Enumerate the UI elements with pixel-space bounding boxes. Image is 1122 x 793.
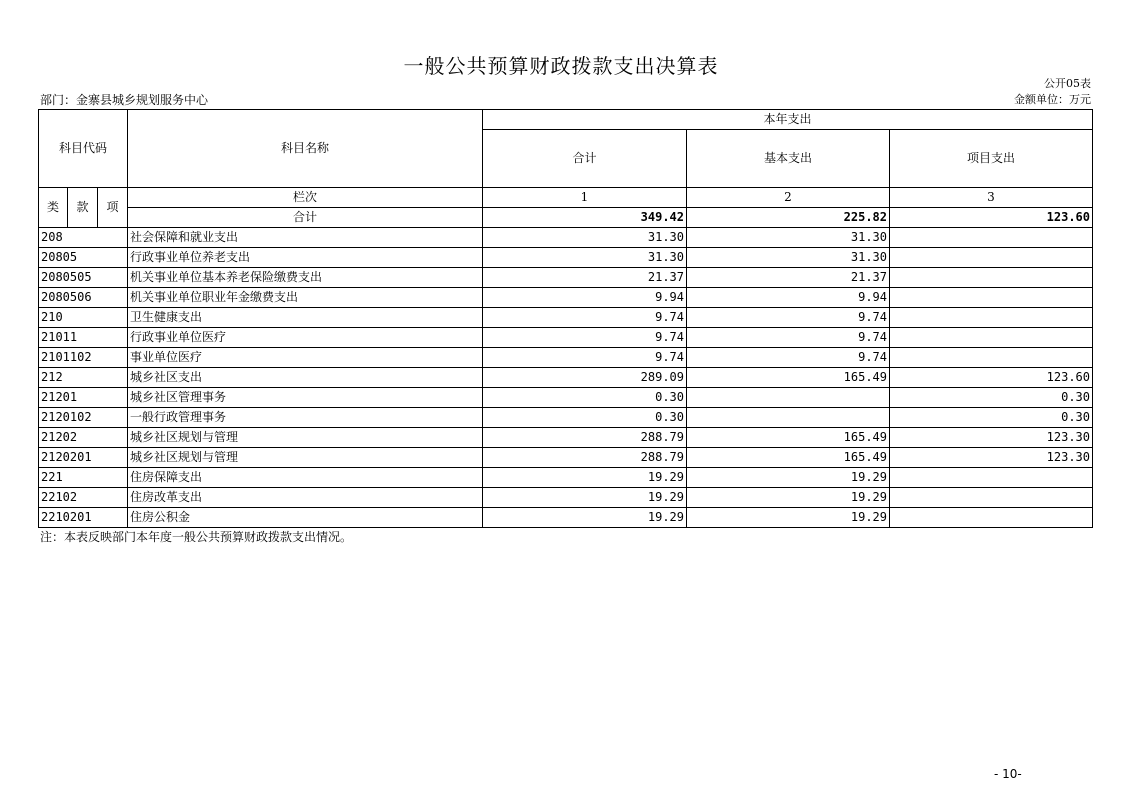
- header-basic: 基本支出: [687, 130, 890, 188]
- table-row: [39, 268, 1093, 288]
- form-code: 公开05表: [1044, 77, 1091, 90]
- totals-basic: 225.82: [687, 208, 890, 228]
- row-basic: 9.94: [687, 288, 890, 308]
- totals-project: 123.60: [890, 208, 1093, 228]
- table-row: [39, 428, 1093, 448]
- expenditure-table: [38, 109, 1093, 528]
- row-code: 2080506: [39, 288, 128, 308]
- header-subject-code: 科目代码: [39, 110, 128, 188]
- row-name: 城乡社区规划与管理: [128, 448, 483, 468]
- row-total: 19.29: [483, 488, 687, 508]
- row-name: 机关事业单位职业年金缴费支出: [128, 288, 483, 308]
- row-code: 210: [39, 308, 128, 328]
- unit-label: 金额单位：万元: [1014, 93, 1091, 106]
- row-code: 212: [39, 368, 128, 388]
- row-total: 9.94: [483, 288, 687, 308]
- row-project: 0.30: [890, 408, 1093, 428]
- row-code: 208: [39, 228, 128, 248]
- table-row: [39, 368, 1093, 388]
- row-name: 城乡社区规划与管理: [128, 428, 483, 448]
- table-row: [39, 448, 1093, 468]
- row-basic: 19.29: [687, 468, 890, 488]
- table-row: [39, 488, 1093, 508]
- row-basic: 165.49: [687, 428, 890, 448]
- row-name: 卫生健康支出: [128, 308, 483, 328]
- row-project: 123.30: [890, 428, 1093, 448]
- table-row: [39, 468, 1093, 488]
- table-row: [39, 408, 1093, 428]
- row-total: 289.09: [483, 368, 687, 388]
- totals-label: 合计: [128, 208, 483, 228]
- row-total: 31.30: [483, 248, 687, 268]
- row-basic: 19.29: [687, 488, 890, 508]
- row-project: [890, 488, 1093, 508]
- row-total: 0.30: [483, 408, 687, 428]
- page-number: - 10-: [994, 767, 1022, 781]
- row-project: [890, 268, 1093, 288]
- table-row: [39, 228, 1093, 248]
- row-project: [890, 308, 1093, 328]
- table-row: [39, 388, 1093, 408]
- row-total: 19.29: [483, 508, 687, 528]
- table-row: [39, 288, 1093, 308]
- row-code: 2210201: [39, 508, 128, 528]
- department-label: 部门：金寨县城乡规划服务中心: [40, 93, 209, 107]
- row-total: 9.74: [483, 308, 687, 328]
- table-row: [39, 508, 1093, 528]
- row-code: 22102: [39, 488, 128, 508]
- row-code: 2080505: [39, 268, 128, 288]
- row-total: 21.37: [483, 268, 687, 288]
- table-row: [39, 308, 1093, 328]
- row-project: [890, 508, 1093, 528]
- table-row: [39, 248, 1093, 268]
- row-basic: 9.74: [687, 328, 890, 348]
- row-name: 机关事业单位基本养老保险缴费支出: [128, 268, 483, 288]
- totals-total: 349.42: [483, 208, 687, 228]
- index-3: 3: [890, 188, 1093, 208]
- row-name: 住房公积金: [128, 508, 483, 528]
- row-basic: [687, 388, 890, 408]
- row-name: 行政事业单位医疗: [128, 328, 483, 348]
- row-code: 21202: [39, 428, 128, 448]
- row-project: 123.30: [890, 448, 1093, 468]
- row-basic: 9.74: [687, 348, 890, 368]
- table-note: 注：本表反映部门本年度一般公共预算财政拨款支出情况。: [40, 530, 353, 544]
- row-basic: 31.30: [687, 248, 890, 268]
- row-total: 9.74: [483, 328, 687, 348]
- row-name: 住房保障支出: [128, 468, 483, 488]
- totals-row: [39, 208, 1093, 228]
- header-kuan: 款: [68, 188, 98, 228]
- row-basic: 165.49: [687, 448, 890, 468]
- header-this-year: 本年支出: [483, 110, 1093, 130]
- row-basic: 9.74: [687, 308, 890, 328]
- row-name: 社会保障和就业支出: [128, 228, 483, 248]
- row-code: 221: [39, 468, 128, 488]
- table-row: [39, 328, 1093, 348]
- row-project: [890, 228, 1093, 248]
- header-xiang: 项: [98, 188, 128, 228]
- row-name: 城乡社区管理事务: [128, 388, 483, 408]
- header-lei: 类: [39, 188, 68, 228]
- row-basic: 19.29: [687, 508, 890, 528]
- row-basic: 31.30: [687, 228, 890, 248]
- row-project: 123.60: [890, 368, 1093, 388]
- row-code: 2120201: [39, 448, 128, 468]
- page-title: 一般公共预算财政拨款支出决算表: [403, 54, 719, 78]
- row-name: 事业单位医疗: [128, 348, 483, 368]
- header-row-1: [39, 110, 1093, 130]
- row-name: 一般行政管理事务: [128, 408, 483, 428]
- row-code: 2101102: [39, 348, 128, 368]
- row-code: 21201: [39, 388, 128, 408]
- row-total: 288.79: [483, 428, 687, 448]
- row-project: [890, 248, 1093, 268]
- header-subject-name: 科目名称: [128, 110, 483, 188]
- row-project: 0.30: [890, 388, 1093, 408]
- row-basic: 165.49: [687, 368, 890, 388]
- header-total: 合计: [483, 130, 687, 188]
- row-project: [890, 328, 1093, 348]
- row-basic: [687, 408, 890, 428]
- row-name: 行政事业单位养老支出: [128, 248, 483, 268]
- index-2: 2: [687, 188, 890, 208]
- row-name: 城乡社区支出: [128, 368, 483, 388]
- index-1: 1: [483, 188, 687, 208]
- row-total: 19.29: [483, 468, 687, 488]
- row-project: [890, 288, 1093, 308]
- index-row: [39, 188, 1093, 208]
- row-total: 31.30: [483, 228, 687, 248]
- row-name: 住房改革支出: [128, 488, 483, 508]
- row-code: 20805: [39, 248, 128, 268]
- table-row: [39, 348, 1093, 368]
- row-code: 21011: [39, 328, 128, 348]
- row-project: [890, 468, 1093, 488]
- row-total: 0.30: [483, 388, 687, 408]
- header-project: 项目支出: [890, 130, 1093, 188]
- row-code: 2120102: [39, 408, 128, 428]
- row-total: 288.79: [483, 448, 687, 468]
- row-project: [890, 348, 1093, 368]
- header-lanci: 栏次: [128, 188, 483, 208]
- row-total: 9.74: [483, 348, 687, 368]
- row-basic: 21.37: [687, 268, 890, 288]
